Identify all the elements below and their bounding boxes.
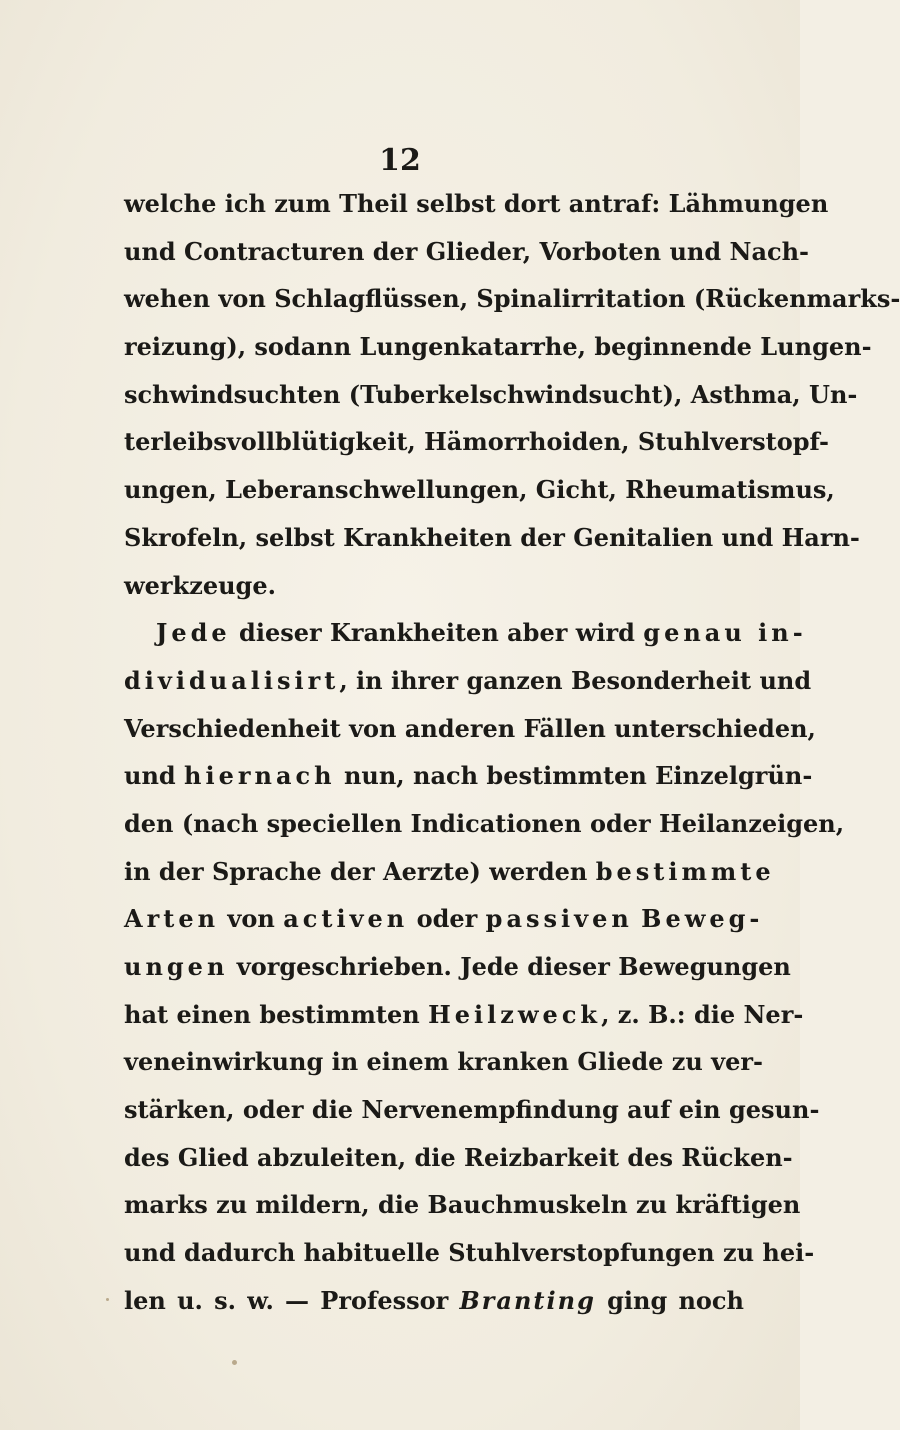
- text-line: veneinwirkung in einem kranken Gliede zu ver-: [124, 1047, 763, 1077]
- text-line: und dadurch habituelle Stuhlverstopfungen zu hei-: [124, 1238, 815, 1268]
- text-line: welche ich zum Theil selbst dort antraf: Lähmungen: [124, 189, 829, 218]
- text-line: des Glied abzuleiten, die Reizbarkeit des Rücken-: [124, 1142, 793, 1172]
- spaced-emphasis: passiven: [485, 904, 633, 934]
- text-line: dividualisirt, in ihrer ganzen Besonderheit und: [124, 665, 812, 695]
- italic-name: Branting: [459, 1285, 596, 1315]
- text-line: Arten von activen oder passiven Beweg-: [124, 904, 764, 934]
- paper-speck: [106, 1298, 109, 1301]
- paper-speck: [232, 1360, 237, 1365]
- text-line: terleibsvollblütigkeit, Hämorrhoiden, Stuhlverstopf-: [124, 427, 829, 457]
- text-line: und hiernach nun, nach bestimmten Einzelgrün-: [124, 761, 813, 791]
- spaced-emphasis: Beweg-: [641, 904, 764, 934]
- spaced-emphasis: Heilzweck: [428, 999, 602, 1029]
- text-line: marks zu mildern, die Bauchmuskeln zu kräftigen: [124, 1190, 801, 1220]
- text-line: Skrofeln, selbst Krankheiten der Genitalien und Harn-: [124, 522, 860, 552]
- text-line: wehen von Schlagflüssen, Spinalirritation (Rückenmarks-: [124, 284, 900, 314]
- page-number: 12: [379, 143, 421, 178]
- spaced-emphasis: bestimmte: [595, 856, 775, 886]
- text-line: ungen vorgeschrieben. Jede dieser Bewegungen: [124, 952, 791, 981]
- text-line: den (nach speciellen Indicationen oder Heilanzeigen,: [124, 808, 845, 838]
- text-line: ungen, Leberanschwellungen, Gicht, Rheumatismus,: [124, 475, 835, 505]
- text-line: len u. s. w. — Professor Branting ging noch: [124, 1285, 744, 1315]
- text-line: schwindsuchten (Tuberkelschwindsucht), Asthma, Un-: [124, 379, 858, 409]
- text-line: und Contracturen der Glieder, Vorboten und Nach-: [124, 236, 810, 266]
- spaced-emphasis: hiernach: [184, 761, 336, 791]
- spaced-emphasis: Jede: [156, 618, 231, 648]
- text-line: Verschiedenheit von anderen Fällen unterschieden,: [124, 713, 816, 743]
- spaced-emphasis: genau in-: [643, 618, 807, 648]
- spaced-emphasis: dividualisirt: [124, 665, 340, 695]
- text-line: in der Sprache der Aerzte) werden bestimmte: [124, 856, 775, 886]
- text-line: werkzeuge.: [124, 570, 276, 600]
- body-text: [124, 180, 900, 1325]
- text-line: hat einen bestimmten Heilzweck, z. B.: die Ner-: [124, 999, 804, 1029]
- spaced-emphasis: activen: [283, 904, 409, 934]
- spaced-emphasis: ungen: [124, 952, 229, 981]
- text-line: stärken, oder die Nervenempfindung auf ein gesun-: [124, 1095, 820, 1125]
- spaced-emphasis: Arten: [124, 904, 220, 934]
- text-line: reizung), sodann Lungenkatarrhe, beginnende Lungen-: [124, 332, 872, 362]
- text-line: Jede dieser Krankheiten aber wird genau in-: [156, 618, 807, 648]
